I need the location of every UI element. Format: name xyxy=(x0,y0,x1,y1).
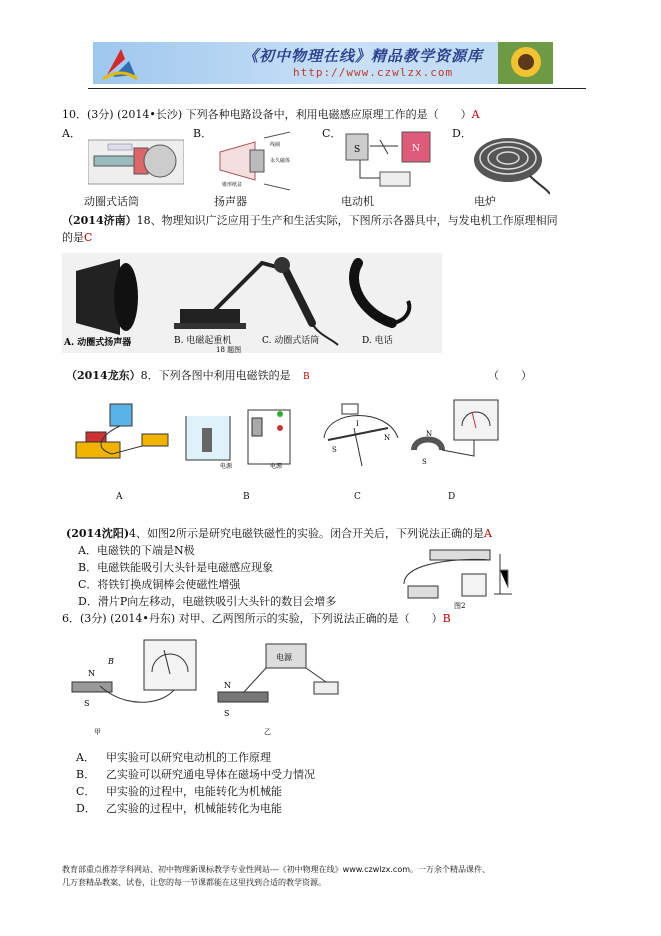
q4-option-d: D．滑片P向左移动，电磁铁吸引大头针的数目会增多 xyxy=(78,595,337,608)
q1-fig-stove xyxy=(470,126,550,196)
q3-fig-c-label-s: S xyxy=(332,446,337,454)
q2-stem-line1: （2014济南）18、物理知识广泛应用于生产和生活实际，下图所示各器具中，与发电机工作原理相同 xyxy=(62,214,558,227)
q1-answer: A xyxy=(471,108,480,121)
q1-fig-c-label-n: N xyxy=(412,144,420,154)
q3-fig-d-label-n: N xyxy=(426,430,433,438)
q4-stem: (2014沈阳)4、如图2所示是研究电磁铁磁性的实验。闭合开关后，下列说法正确的是A xyxy=(66,527,492,540)
q3-answer: B xyxy=(303,372,310,382)
q1-fig-b-label-3: 锥形纸盆 xyxy=(222,182,243,188)
q4-fig-label: 图2 xyxy=(454,602,466,610)
q1-caption-d: 电炉 xyxy=(474,195,496,208)
q1-option-c: C． xyxy=(322,127,342,140)
q1-fig-b-label-1: 线圈 xyxy=(270,142,281,148)
q3-fig-b-label-2: 电源 xyxy=(270,463,283,470)
q1-caption-c: 电动机 xyxy=(341,195,374,208)
q2-caption-a: A. 动圈式扬声器 xyxy=(64,338,132,348)
q3-source: （2014龙东） xyxy=(66,369,141,382)
header-rule xyxy=(88,88,586,89)
q5-fig-yi-label-n: N xyxy=(224,681,231,690)
q3-fig-a xyxy=(72,398,172,470)
q5-fig-yi-label-s: S xyxy=(224,709,230,718)
q5-stem: 6．(3分) (2014•丹东) 对甲、乙两图所示的实验，下列说法正确的是（ ）B xyxy=(62,612,451,625)
footer-line2: 几万套精品教案、试卷，让您的每一节课都能在这里找到合适的教学资源。 xyxy=(62,878,326,887)
q4-figure xyxy=(400,544,520,612)
q3-caption-c: C xyxy=(354,492,361,502)
q5-fig-jia-label-b: B xyxy=(108,657,114,666)
q3-caption-a: A xyxy=(116,492,123,502)
q1-caption-b: 扬声器 xyxy=(214,195,247,208)
q1-caption-a: 动圈式话筒 xyxy=(84,195,139,208)
q3-fig-b-label-1: 电源 xyxy=(220,463,233,470)
q5-fig-jia xyxy=(64,636,200,736)
q4-source: (2014沈阳) xyxy=(66,527,130,540)
q4-option-b: B．电磁铁能吸引大头针是电磁感应现象 xyxy=(78,561,274,574)
q5-fig-jia-caption: 甲 xyxy=(94,728,101,736)
q3-caption-d: D xyxy=(448,492,456,502)
q3-fig-c xyxy=(318,398,404,470)
q3-fig-c-label-i: I xyxy=(356,420,359,428)
q1-fig-b-label-2: 永久磁体 xyxy=(270,158,291,164)
q2-fig-label: 18 题图 xyxy=(216,346,242,353)
q1-option-b: B． xyxy=(193,127,213,140)
q4-option-c: C．将铁钉换成铜棒会使磁性增强 xyxy=(78,578,241,591)
q2-caption-d: D. 电话 xyxy=(362,336,393,346)
q2-answer: C xyxy=(84,231,93,244)
q1-fig-motor xyxy=(340,126,440,192)
q2-source: （2014济南） xyxy=(62,214,137,227)
footer-line1: 教育部重点推荐学科网站、初中物理新课标教学专业性网站---《初中物理在线》www.czwlzx.com。一万余个精品课件、 xyxy=(62,865,491,874)
q5-fig-jia-label-n: N xyxy=(88,669,95,678)
q3-fig-d xyxy=(408,396,504,472)
q5-fig-yi xyxy=(214,636,350,736)
q5-option-a: A． 甲实验可以研究电动机的工作原理 xyxy=(76,751,271,764)
q5-option-b: B． 乙实验可以研究通电导体在磁场中受力情况 xyxy=(76,768,315,781)
q5-answer: B xyxy=(442,612,451,625)
header-banner xyxy=(93,42,553,84)
q3-fig-c-label-n: N xyxy=(384,434,391,442)
q5-fig-yi-label-power: 电源 xyxy=(276,653,292,662)
q5-fig-yi-caption: 乙 xyxy=(264,728,271,736)
q2-caption-c: C. 动圈式话筒 xyxy=(262,336,320,346)
banner-url[interactable]: http://www.czwlzx.com xyxy=(293,66,454,79)
q2-stem-line2: 的是C xyxy=(62,231,93,244)
q1-fig-c-label-s: S xyxy=(354,145,361,155)
q5-option-d: D． 乙实验的过程中，机械能转化为电能 xyxy=(76,802,282,815)
q5-fig-jia-label-s: S xyxy=(84,699,90,708)
q2-caption-b: B. 电磁起重机 xyxy=(174,336,232,346)
q1-fig-microphone xyxy=(88,132,184,188)
q4-option-a: A．电磁铁的下端是N极 xyxy=(78,544,195,557)
q3-fig-b xyxy=(180,398,300,470)
q1-fig-speaker xyxy=(210,130,305,192)
q1-stem: 10．(3分) (2014•长沙) 下列各种电路设备中，利用电磁感应原理工作的是（ ）A xyxy=(62,108,480,121)
q5-option-c: C． 甲实验的过程中，电能转化为机械能 xyxy=(76,785,282,798)
banner-title: 《初中物理在线》精品教学资源库 xyxy=(243,47,484,65)
q3-paren: （ ） xyxy=(488,369,532,382)
sunflower-image xyxy=(498,42,553,84)
q3-stem: （2014龙东）8．下列各图中利用电磁铁的是 xyxy=(66,369,291,382)
q4-answer: A xyxy=(484,527,492,540)
logo-icon xyxy=(99,45,139,81)
q3-caption-b: B xyxy=(243,492,250,502)
q3-fig-d-label-s: S xyxy=(422,458,427,466)
q1-option-a: A． xyxy=(62,127,81,140)
q1-option-d: D． xyxy=(452,127,472,140)
q2-figure xyxy=(62,253,442,353)
